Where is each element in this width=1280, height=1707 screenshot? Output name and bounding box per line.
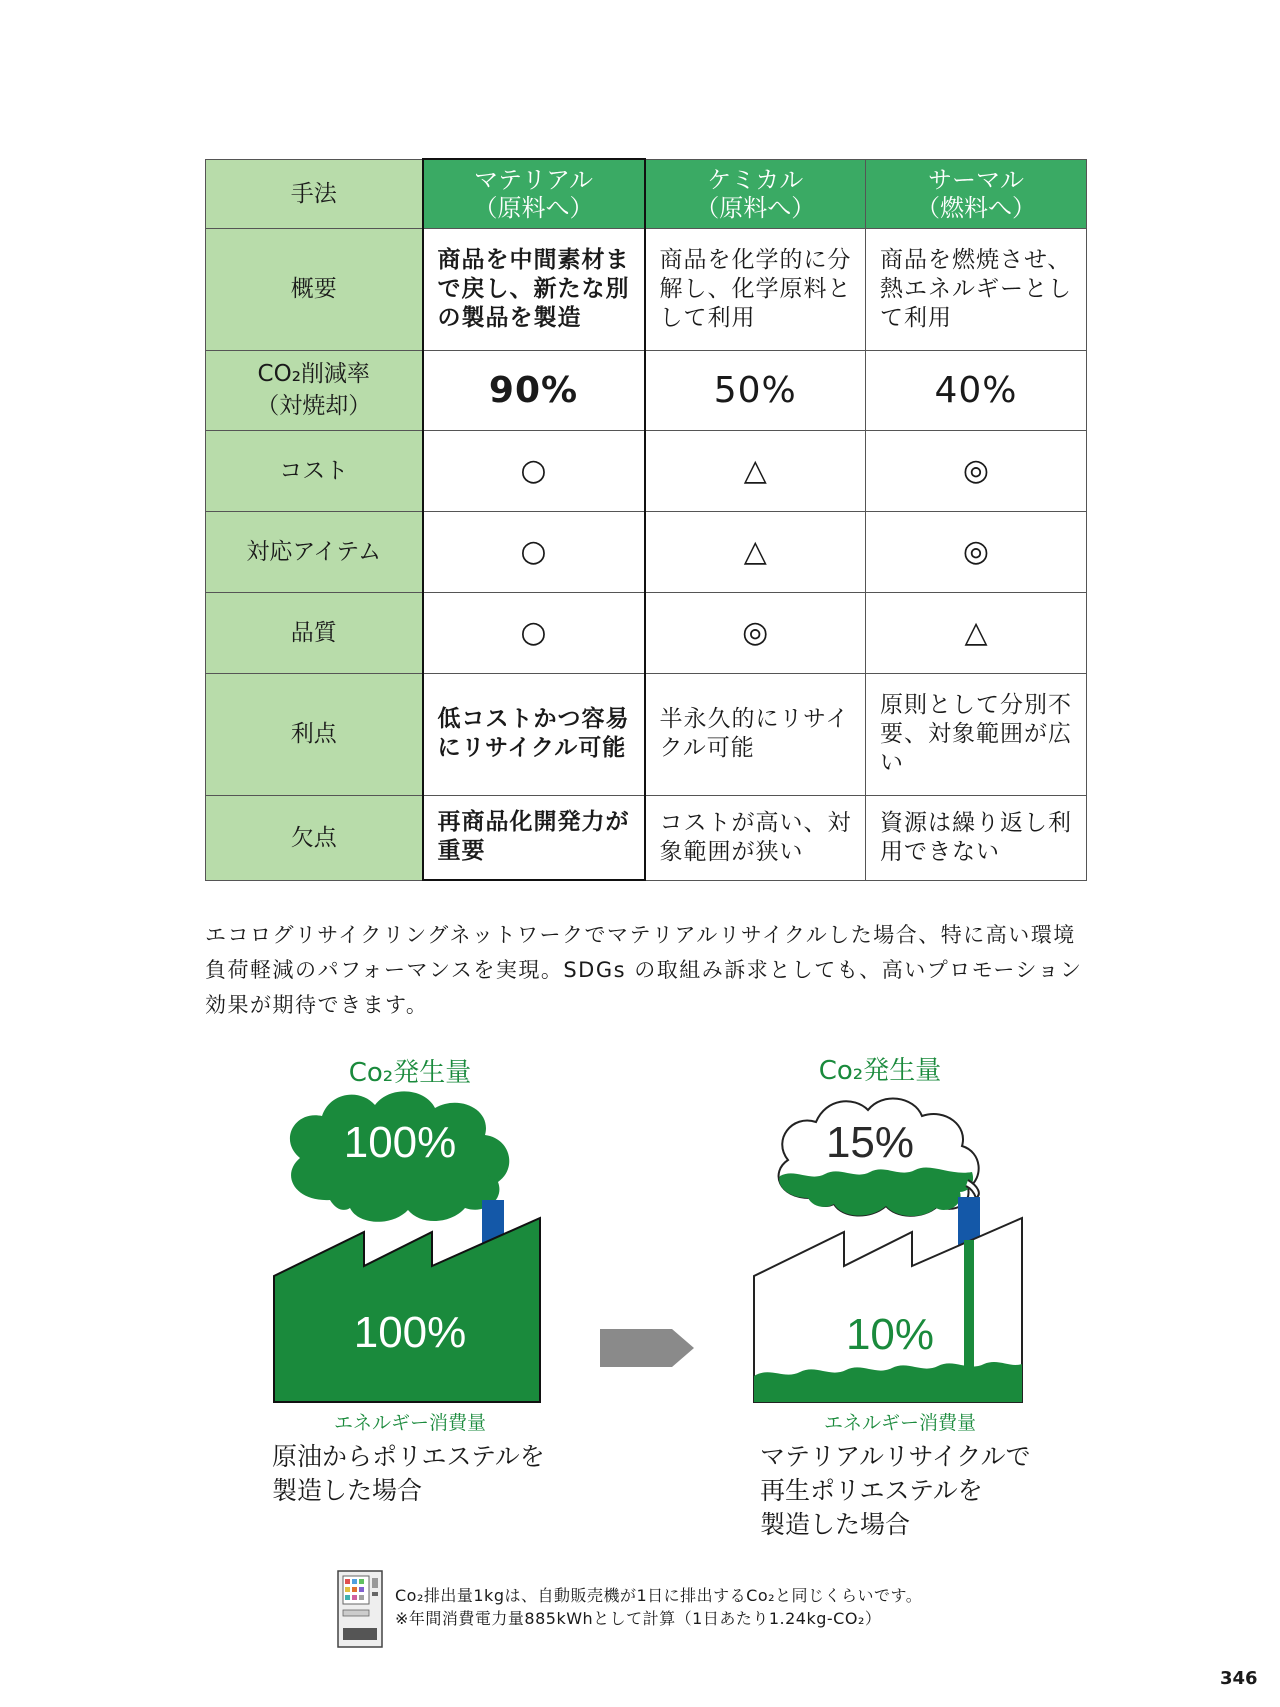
table-row-co2: [206, 350, 1087, 430]
row-label-co2-line1: CO₂削減率: [257, 361, 370, 387]
header-method: 手法: [206, 159, 423, 228]
page-number: 346: [1220, 1668, 1258, 1689]
description-paragraph: エコログリサイクリングネットワークでマテリアルリサイクルした場合、特に高い環境負荷軽減のパフォーマンスを実現。SDGs の取組み訴求としても、高いプロモーション効果が期待できます。: [205, 923, 1083, 1017]
overview-thermal: 商品を燃焼させ、熱エネルギーとして利用: [866, 228, 1087, 350]
table-row-quality: [206, 592, 1087, 673]
left-caption-line2: 製造した場合: [272, 1476, 423, 1505]
table-row-demerit: [206, 795, 1087, 880]
header-chemical-line2: （原料へ）: [695, 193, 816, 222]
right-co2-value: 15%: [825, 1118, 915, 1167]
right-caption-line1: マテリアルリサイクルで: [760, 1442, 1031, 1471]
left-energy-label: エネルギー消費量: [333, 1412, 486, 1434]
table-row-merit: [206, 673, 1087, 795]
merit-chemical: 半永久的にリサイクル可能: [645, 673, 866, 795]
demerit-material: 再商品化開発力が重要: [423, 795, 645, 880]
quality-material: ○: [423, 592, 645, 673]
header-thermal: [866, 159, 1087, 228]
co2-material: 90%: [423, 350, 645, 430]
header-chemical-line1: ケミカル: [707, 165, 804, 194]
right-caption: [760, 1440, 1031, 1542]
table-header-row: [206, 159, 1087, 228]
quality-thermal: △: [866, 592, 1087, 673]
merit-material: 低コストかつ容易にリサイクル可能: [423, 673, 645, 795]
left-caption-line1: 原油からポリエステルを: [272, 1442, 545, 1471]
comparison-table: [205, 158, 1087, 881]
left-caption: [272, 1440, 545, 1508]
left-co2-title: Co₂発生量: [348, 1058, 472, 1088]
right-caption-line3: 製造した場合: [760, 1510, 911, 1539]
left-co2-value: 100%: [343, 1118, 457, 1167]
footnote: [395, 1584, 922, 1630]
cost-material: ○: [423, 430, 645, 511]
row-label-overview: 概要: [206, 228, 423, 350]
items-chemical: △: [645, 511, 866, 592]
table-row-items: [206, 511, 1087, 592]
header-chemical: [645, 159, 866, 228]
left-energy-value: 100%: [353, 1308, 467, 1357]
footnote-line1: Co₂排出量1kgは、自動販売機が1日に排出するCo₂と同じくらいです。: [395, 1586, 923, 1605]
quality-chemical: ◎: [645, 592, 866, 673]
row-label-demerit: 欠点: [206, 795, 423, 880]
demerit-thermal: 資源は繰り返し利用できない: [866, 795, 1087, 880]
transition-arrow-icon: [600, 1325, 696, 1371]
items-thermal: ◎: [866, 511, 1087, 592]
cost-chemical: △: [645, 430, 866, 511]
right-energy-label: エネルギー消費量: [823, 1412, 976, 1434]
row-label-quality: 品質: [206, 592, 423, 673]
header-material: [423, 159, 645, 228]
row-label-cost: コスト: [206, 430, 423, 511]
overview-material: 商品を中間素材まで戻し、新たな別の製品を製造: [423, 228, 645, 350]
row-label-co2: [206, 350, 423, 430]
table-row-overview: [206, 228, 1087, 350]
header-thermal-line1: サーマル: [928, 165, 1024, 194]
header-material-line1: マテリアル: [473, 165, 594, 194]
row-label-items: 対応アイテム: [206, 511, 423, 592]
footnote-line2: ※年間消費電力量885kWhとして計算（1日あたり1.24kg-CO₂）: [395, 1609, 882, 1628]
header-thermal-line2: （燃料へ）: [916, 193, 1036, 222]
header-material-line2: （原料へ）: [473, 193, 594, 222]
cost-thermal: ◎: [866, 430, 1087, 511]
merit-thermal: 原則として分別不要、対象範囲が広い: [866, 673, 1087, 795]
right-caption-line2: 再生ポリエステルを: [760, 1476, 983, 1505]
row-label-merit: 利点: [206, 673, 423, 795]
demerit-chemical: コストが高い、対象範囲が狭い: [645, 795, 866, 880]
row-label-co2-line2: （対焼却）: [256, 393, 372, 419]
overview-chemical: 商品を化学的に分解し、化学原料として利用: [645, 228, 866, 350]
co2-thermal: 40%: [866, 350, 1087, 430]
right-energy-value: 10%: [845, 1310, 935, 1359]
co2-chemical: 50%: [645, 350, 866, 430]
right-co2-title: Co₂発生量: [818, 1056, 942, 1086]
items-material: ○: [423, 511, 645, 592]
vending-machine-icon: [337, 1570, 383, 1648]
table-row-cost: [206, 430, 1087, 511]
